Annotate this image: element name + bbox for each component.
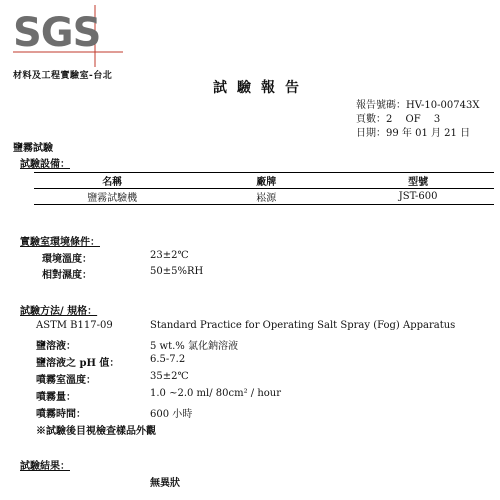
environment-heading: 實驗室環境條件：: [20, 237, 100, 248]
date-value: 99 年 01 月 21 日: [386, 128, 471, 139]
date-label: 日期：: [356, 128, 386, 139]
report-number-line: [356, 96, 479, 111]
column-header-name: 名稱: [34, 173, 190, 189]
equipment-table-header: [34, 173, 494, 189]
table-row: [34, 189, 494, 205]
salt-solution-value: 5 wt.% 氯化鈉溶液: [150, 341, 238, 352]
ph-label: 鹽溶液之 pH 值：: [36, 358, 120, 369]
column-header-brand: 廠牌: [190, 173, 342, 189]
report-number-label: 報告號碼：: [356, 100, 406, 111]
report-number-value: HV-10-00743X: [406, 100, 480, 111]
page-count-label: 頁數：: [356, 114, 386, 125]
spray-volume-label: 噴霧量：: [36, 392, 76, 403]
method-standard-label: ASTM B117-09: [36, 320, 113, 331]
result-value: 無異狀: [150, 478, 180, 489]
env-humidity-value: 50±5%RH: [150, 266, 204, 277]
chamber-temp-label: 噴霧室溫度：: [36, 375, 96, 386]
env-temp-label: 環境溫度：: [42, 254, 92, 265]
equipment-name-cell: 鹽霧試驗機: [34, 189, 190, 205]
equipment-table: [34, 172, 494, 205]
page-count-value: 2 OF 3: [386, 114, 441, 125]
method-standard-value: Standard Practice for Operating Salt Spray (Fog) Apparatus: [150, 320, 456, 331]
lab-name: 材料及工程實驗室-台北: [13, 71, 113, 81]
date-line: [356, 124, 470, 139]
equipment-brand-cell: 崧源: [190, 189, 342, 205]
column-header-model: 型號: [342, 173, 494, 189]
equipment-heading: 試驗設備：: [20, 159, 70, 170]
method-heading: 試驗方法/ 規格：: [20, 306, 98, 317]
ph-value: 6.5-7.2: [150, 354, 186, 365]
spray-volume-value: 1.0 ~2.0 ml/ 80cm² / hour: [150, 388, 281, 399]
env-temp-value: 23±2℃: [150, 250, 189, 261]
salt-solution-label: 鹽溶液：: [36, 341, 76, 352]
spray-time-label: 噴霧時間：: [36, 409, 86, 420]
inspection-note: ※試驗後目視檢查樣品外觀: [36, 426, 156, 437]
page-title: 試驗報告: [213, 80, 309, 96]
page-count-line: [356, 110, 440, 125]
env-humidity-label: 相對濕度：: [42, 270, 92, 281]
sgs-logo: [13, 5, 123, 67]
spray-time-value: 600 小時: [150, 409, 193, 420]
equipment-model-cell: JST-600: [342, 189, 494, 205]
chamber-temp-value: 35±2℃: [150, 371, 189, 382]
result-heading: 試驗結果：: [20, 461, 70, 472]
section-title: 鹽霧試驗: [13, 143, 53, 154]
logo-text: SGS: [13, 10, 101, 56]
